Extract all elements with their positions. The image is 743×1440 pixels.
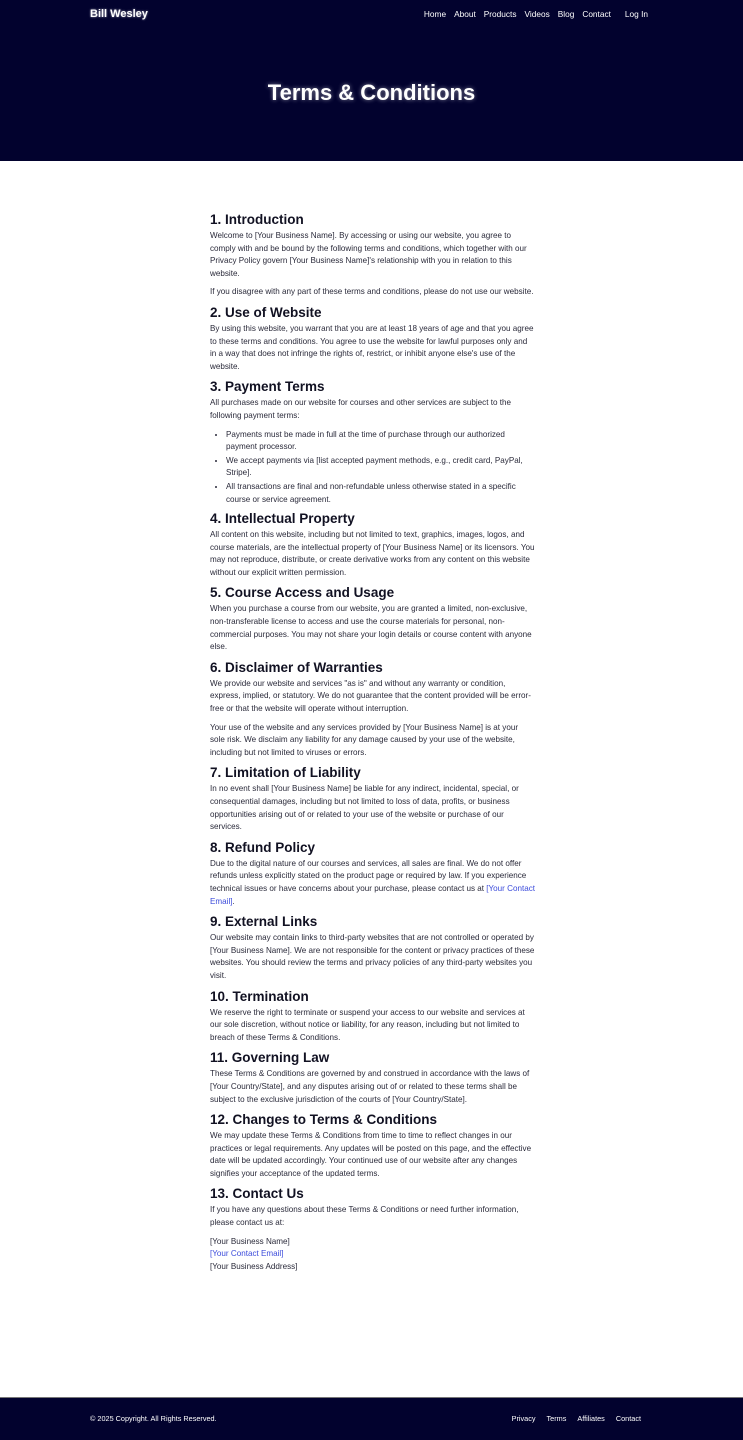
section-paragraph: [210, 1204, 535, 1229]
section-heading: 9. External Links: [210, 914, 318, 930]
section-heading: 2. Use of Website: [210, 304, 322, 320]
section-heading: 1. Introduction: [210, 212, 304, 227]
footer-affiliates[interactable]: Affiliates: [577, 1414, 605, 1423]
section-heading: 3. Payment Terms: [210, 379, 325, 395]
section-heading: 6. Disclaimer of Warranties: [210, 659, 383, 675]
paragraph-text: If you have any questions about these Terms & Conditions or need further information, please contact us at:: [210, 1205, 519, 1228]
paragraph-text: We provide our website and services "as is" and without any warranty or condition, express, implied, or statutory. We do not guarantee that the content provided will be error-free or that the website will operate without interruption.: [210, 678, 531, 714]
paragraph-text: Your use of the website and any services provided by [Your Business Name] is at your sole risk. We disclaim any liability for any damage caused by your use of the website, including but not limited to viruses or errors.: [210, 722, 519, 757]
nav-home[interactable]: Home: [423, 9, 447, 19]
section-paragraph: [210, 286, 535, 299]
footer-contact[interactable]: Contact: [615, 1414, 641, 1423]
section-paragraph: [210, 529, 535, 579]
hero-header: [0, 0, 743, 161]
section-paragraph: [210, 858, 535, 908]
nav-blog[interactable]: Blog: [557, 9, 575, 19]
page-title: Terms & Conditions: [267, 80, 476, 105]
terms-content: [210, 212, 535, 1273]
nav-contact[interactable]: Contact: [582, 9, 611, 19]
section-paragraph: [210, 722, 535, 760]
paragraph-text: We may update these Terms & Conditions from time to time to reflect changes in our practices or legal requirements. Any updates will be posted on this page, and the effective date will be updated accordingly. Your continued use of our website after any changes signifies your acceptance of the updated terms.: [210, 1131, 532, 1178]
email-link[interactable]: [Your Contact Email]: [210, 883, 535, 906]
footer-privacy[interactable]: Privacy: [511, 1414, 536, 1423]
paragraph-text: Our website may contain links to third-party websites that are not controlled or operated by [Your Business Name]. We are not responsible for the content or privacy practices of these websites. You should review the terms and privacy policies of any third-party websites you visit.: [210, 933, 535, 980]
footer-terms[interactable]: Terms: [546, 1414, 567, 1423]
section-heading: 11. Governing Law: [210, 1050, 330, 1066]
contact-details: [210, 1236, 535, 1274]
paragraph-text: In no event shall [Your Business Name] be liable for any indirect, incidental, special, or consequential damages, including but not limited to loss of data, profits, or business opportunities arising out of or related to your use of the website or purchase of our services.: [210, 784, 519, 832]
section-paragraph: [210, 932, 535, 982]
footer: [0, 1397, 743, 1440]
list-item: • All transactions are final and non-refundable unless otherwise stated in a specific course or service agreement.: [226, 481, 535, 506]
nav-about[interactable]: About: [454, 9, 476, 19]
paragraph-text: Due to the digital nature of our courses and services, all sales are final. We do not offer refunds unless explicitly stated on the product page or required by law. If you experience technical issues or have concerns about your purchase, please contact us at: [210, 858, 527, 893]
paragraph-text: Welcome to [Your Business Name]. By accessing or using our website, you agree to comply with and be bound by the following terms and conditions, which together with our Privacy Policy govern [Your Business Name]'s relationship with you in relation to this website.: [210, 231, 527, 278]
brand-logo[interactable]: Bill Wesley: [90, 8, 148, 20]
paragraph-text: All content on this website, including but not limited to text, graphics, images, logos, and course materials, are the intellectual property of [Your Business Name] or its licensors. You may not reproduce, distribute, or create derivative works from any content on this website without our explicit written permission.: [210, 530, 535, 577]
paragraph-text: These Terms & Conditions are governed by and construed in accordance with the laws of [Your Country/State], and any disputes arising out of or related to these terms shall be subject to the exclusive jurisdiction of the courts of [Your Country/State].: [210, 1069, 530, 1104]
nav-products[interactable]: Products: [483, 9, 517, 19]
section-heading: 10. Termination: [210, 988, 309, 1004]
section-paragraph: [210, 678, 535, 716]
paragraph-text: If you disagree with any part of these terms and conditions, please do not use our website.: [210, 287, 534, 297]
paragraph-text: By using this website, you warrant that you are at least 18 years of age and that you agree to these terms and conditions. You agree to use the website for lawful purposes only and in a way that does not infringe the rights of, restrict, or inhibit anyone else's use of the website.: [210, 323, 534, 371]
section-paragraph: [210, 1068, 535, 1106]
section-paragraph: [210, 323, 535, 373]
section-heading: 4. Intellectual Property: [210, 511, 355, 527]
main-nav: [424, 9, 648, 19]
section-paragraph: [210, 1130, 535, 1180]
footer-links: [512, 1414, 641, 1423]
contact-line: [Your Business Name]: [210, 1236, 290, 1246]
paragraph-text: All purchases made on our website for courses and other services are subject to the following payment terms:: [210, 398, 511, 420]
copyright: © 2025 Copyright. All Rights Reserved.: [90, 1414, 217, 1423]
section-heading: 13. Contact Us: [210, 1186, 304, 1202]
contact-email-link[interactable]: [Your Contact Email]: [210, 1249, 284, 1259]
section-paragraph: [210, 603, 535, 653]
payment-terms-list: [226, 429, 535, 507]
section-paragraph: [210, 397, 535, 422]
list-item: • Payments must be made in full at the time of purchase through our authorized payment processor.: [226, 429, 535, 454]
paragraph-text: When you purchase a course from our website, you are granted a limited, non-exclusive, non-transferable license to access and use the course materials for personal, non-commercial purposes. You may not share your login details or course content with anyone else.: [210, 604, 532, 652]
section-heading: 8. Refund Policy: [210, 839, 316, 855]
section-heading: 7. Limitation of Liability: [210, 765, 361, 781]
list-item: • We accept payments via [list accepted payment methods, e.g., credit card, PayPal, Stripe].: [226, 455, 535, 480]
section-heading: 5. Course Access and Usage: [210, 585, 395, 601]
login-link[interactable]: Log In: [624, 9, 648, 19]
nav-videos[interactable]: Videos: [524, 9, 550, 19]
paragraph-text: .: [232, 896, 235, 906]
section-heading: 12. Changes to Terms & Conditions: [210, 1112, 438, 1128]
contact-line: [Your Business Address]: [210, 1261, 298, 1271]
section-paragraph: [210, 230, 535, 280]
section-paragraph: [210, 783, 535, 833]
section-paragraph: [210, 1007, 535, 1045]
paragraph-text: We reserve the right to terminate or suspend your access to our website and services at our sole discretion, without notice or liability, for any reason, including but not limited to breach of these Terms & Conditions.: [210, 1007, 525, 1042]
